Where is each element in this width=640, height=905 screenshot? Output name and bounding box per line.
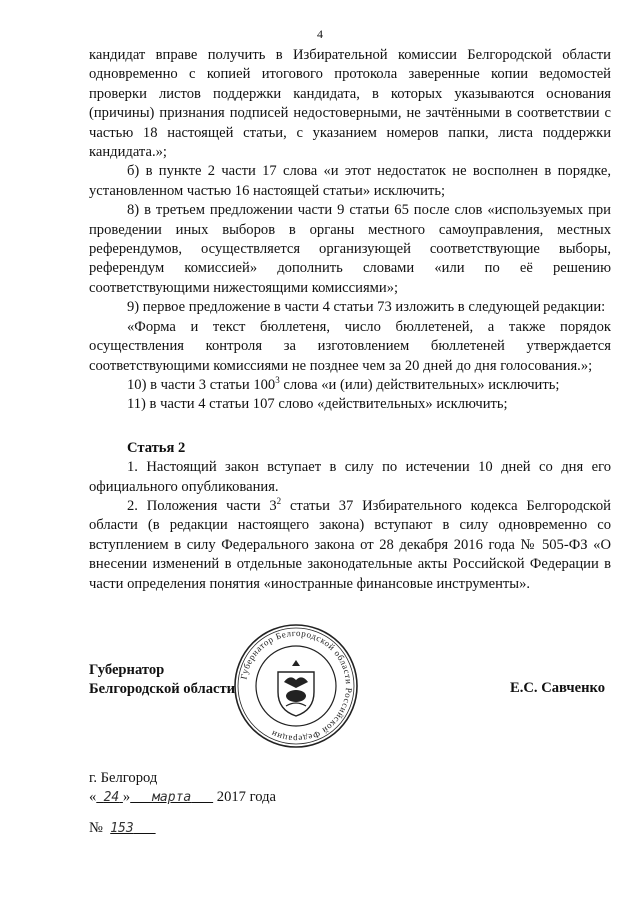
- paragraph-item-8: 8) в третьем предложении части 9 статьи 65 после слов «используемых при проведении иных выборов в органы местного самоуправления, местных референдумов, осуществляется организующей соответствующие выборы, референдум комиссией» дополнить словами «или по её решению соответствующими нижестоящими комиссиями»;: [89, 202, 611, 296]
- page-number: 4: [317, 27, 323, 41]
- signatory-title-line1: Губернатор: [89, 662, 165, 678]
- signatory-title: [89, 661, 235, 699]
- item-10-text-end: слова «и (или) действительных» исключить;: [279, 376, 560, 393]
- item-2-text-start: 2. Положения части 3: [127, 497, 277, 514]
- number-value: 153: [110, 821, 134, 836]
- seal-text: Губернатор Белгородской области Российской Федерации: [238, 627, 355, 745]
- signing-date: [89, 789, 276, 806]
- paragraph-item-9: 9) первое предложение в части 4 статьи 73 изложить в следующей редакции:: [127, 299, 606, 316]
- item-2-superscript: 2: [276, 496, 282, 507]
- paragraph-item-b: б) в пункте 2 части 17 слова «и этот недостаток не восполнен в порядке, установленном частью 16 настоящей статьи» исключить;: [89, 163, 611, 199]
- signatory-title-line2: Белгородской области: [89, 681, 236, 697]
- article-2-item-1: 1. Настоящий закон вступает в силу по истечении 10 дней со дня его официального опубликования.: [89, 459, 611, 495]
- city-of-signing: г. Белгород: [89, 770, 158, 786]
- date-close-quote: »: [122, 789, 131, 805]
- signatory-name: Е.С. Савченко: [510, 680, 606, 696]
- date-year: 2017 года: [216, 789, 277, 805]
- date-day: 24: [103, 790, 120, 805]
- number-sign: №: [89, 820, 103, 836]
- official-seal: [232, 622, 360, 750]
- seal-graphic: [232, 622, 360, 750]
- article-2-item-2: [89, 497, 611, 594]
- item-10-text-start: 10) в части 3 статьи 100: [127, 376, 276, 393]
- item-2-text-end: статьи 37 Избирательного кодекса Белгородской области (в редакции настоящего закона) вступают в силу одновременно со вступлением в силу Федерального закона от 28 декабря 2016 года № 505-ФЗ «О внесении изменений в отдельные законодательные акты Российской Федерации в части определения понятия «иностранные финансовые инструменты».: [89, 497, 611, 592]
- paragraph-item-11: 11) в части 4 статьи 107 слово «действительных» исключить;: [127, 396, 508, 413]
- date-month: марта: [152, 790, 192, 805]
- document-body: [89, 46, 611, 594]
- article-2-heading: Статья 2: [127, 439, 186, 456]
- paragraph-item-10: [89, 376, 611, 395]
- coat-of-arms-icon: [278, 660, 314, 716]
- paragraph-quote: «Форма и текст бюллетеня, число бюллетеней, а также порядок осуществления контроля за изготовлением бюллетеней утверждается соответствующими комиссиями не позднее чем за 20 дней до дня голосования.»;: [89, 318, 611, 374]
- item-10-superscript: 3: [275, 375, 280, 386]
- date-open-quote: «: [89, 789, 97, 805]
- paragraph-continuation: кандидат вправе получить в Избирательной комиссии Белгородской области одновременно с копией итогового протокола заверенные копии ведомостей проверки листов поддержки кандидата, в которых указываются основания (причины) признания подписей недостоверными, не зачтёнными в соответствии с частью 18 настоящей статьи, с указанием номеров папки, листа поддержки кандидата.»;: [89, 47, 611, 161]
- law-number: [89, 820, 166, 837]
